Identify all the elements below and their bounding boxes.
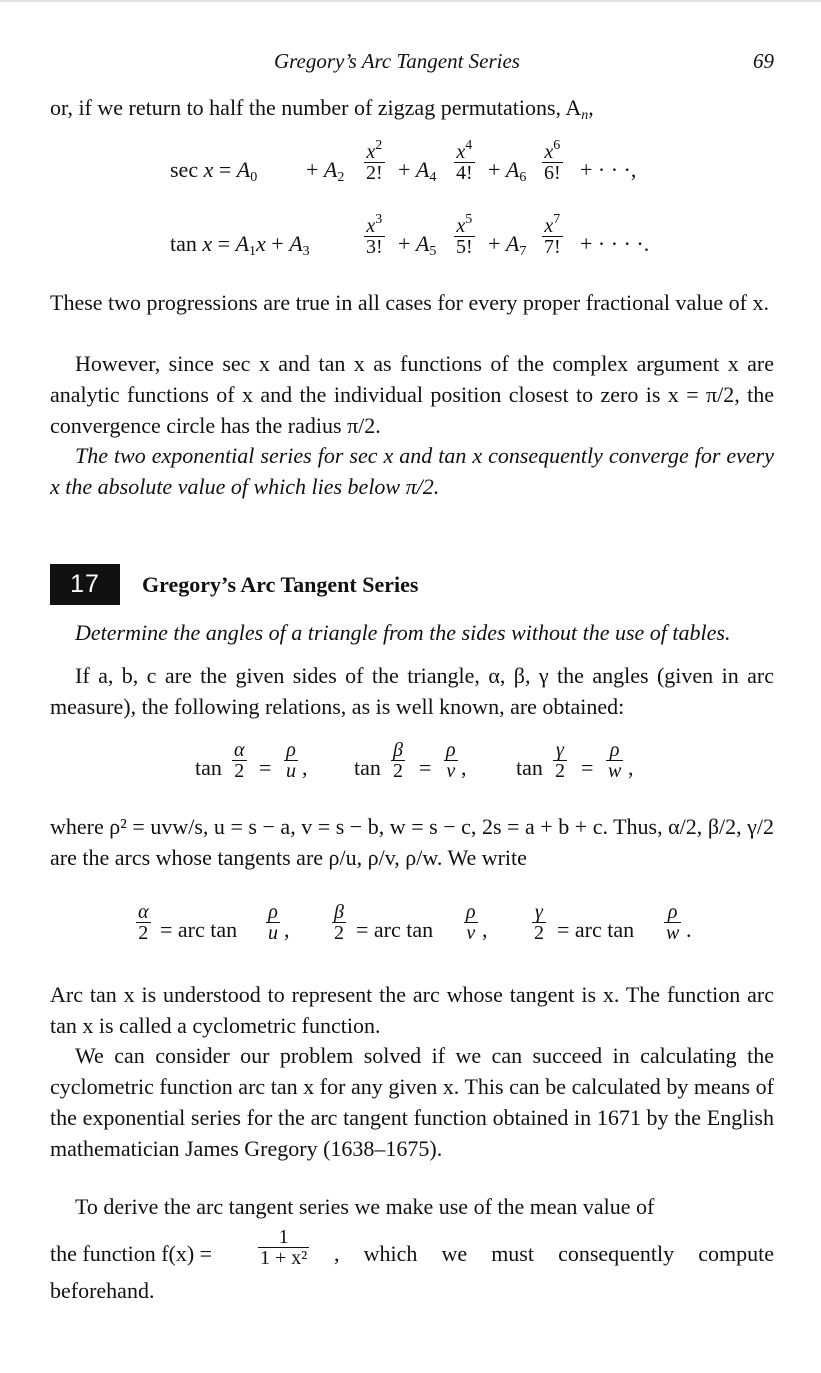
paragraph-given-sides: If a, b, c are the given sides of the triangle, α, β, γ the angles (given in arc measure), the following relations, as is well known, are obtained:	[50, 663, 774, 719]
paragraph-beforehand: beforehand.	[50, 1278, 155, 1303]
paragraph-italic-conclusion: The two exponential series for sec x and tan x consequently converge for every x the absolute value of which lies below π/2.	[50, 443, 774, 499]
running-title: Gregory’s Arc Tangent Series	[274, 49, 520, 73]
intro-line: or, if we return to half the number of zigzag permutations, $A_n$,	[50, 95, 594, 123]
paragraph-problem-solved: We can consider our problem solved if we can succeed in calculating the cyclometric function arc tan x for any given x. This can be calculated by means of the exponential series for the arc tangent function obtained in 1671 by the English mathematician James Gregory (1638–1675).	[50, 1043, 774, 1161]
paragraph-function-line	[50, 1222, 774, 1270]
section-number-badge: 17	[50, 564, 120, 605]
problem-statement: Determine the angles of a triangle from the sides without the use of tables.	[75, 620, 731, 645]
function-prefix: the function f(x) =	[50, 1241, 213, 1266]
running-head	[50, 46, 774, 76]
function-fraction	[258, 1227, 309, 1268]
function-numerator: 1	[258, 1227, 309, 1248]
paragraph-arc-tan-definition: Arc tan x is understood to represent the arc whose tangent is x. The function arc tan x is called a cyclometric function.	[50, 982, 774, 1038]
section-title: Gregory’s Arc Tangent Series	[142, 572, 419, 597]
formula-half-angle-tangents: tan $\frac{\alpha}{2}$ = $\frac{\rho}{u}$ , tan $\frac{\beta}{2}$ = $\frac{\rho}{v}$ , tan $\frac{\gamma}{2}$ = $\frac{\rho}{w}$ ,	[195, 739, 634, 782]
paragraph-where: where ρ² = uvw/s, u = s − a, v = s − b, w = s − c, 2s = a + b + c. Thus, α/2, β/2, γ/2 are the arcs whose tangents are ρ/u, ρ/v, ρ/w. We write	[50, 814, 774, 870]
top-border	[0, 0, 821, 2]
paragraph-progressions: These two progressions are true in all cases for every proper fractional value of x.	[50, 290, 769, 315]
page-number: 69	[753, 49, 774, 73]
function-denominator: 1 + x²	[260, 1247, 308, 1269]
formula-half-angle-arcs: $\frac{\alpha}{2}$ = arc tan $\frac{\rho}{u}$ , $\frac{\beta}{2}$ = arc tan $\frac{\rho}{v}$ , $\frac{\gamma}{2}$ = arc tan $\frac{\rho}{w}$ .	[138, 901, 692, 944]
paragraph-however: However, since sec x and tan x as functions of the complex argument x are analytic functions of x and the individual position closest to zero is x = π/2, the convergence circle has the radius π/2.	[50, 351, 774, 438]
paragraph-derive: To derive the arc tangent series we make use of the mean value of	[75, 1194, 655, 1219]
function-suffix: , which we must consequently compute	[334, 1241, 774, 1266]
